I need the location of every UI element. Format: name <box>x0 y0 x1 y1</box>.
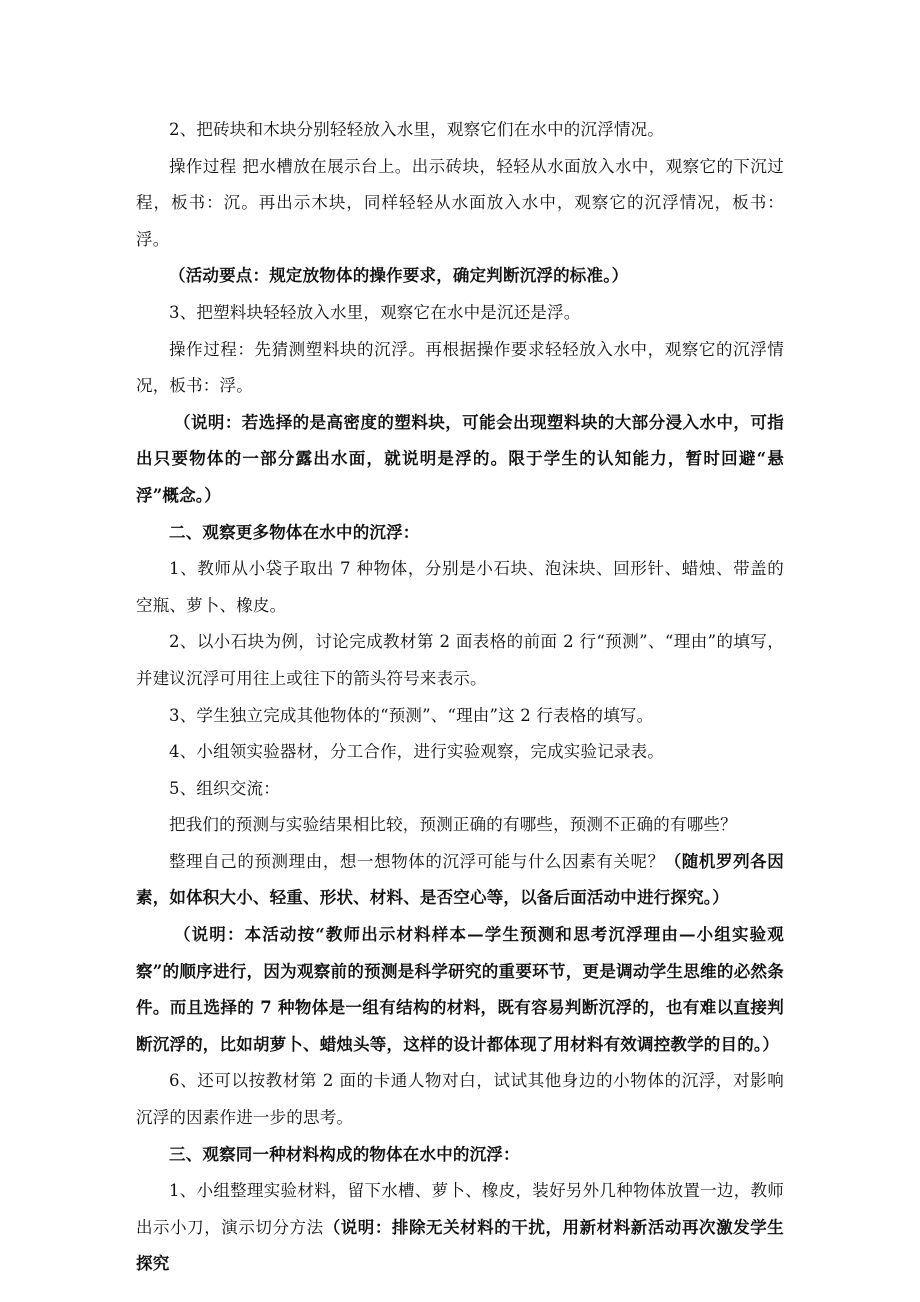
paragraph-item-1: 1、教师从小袋子取出 7 种物体，分别是小石块、泡沫块、回形针、蜡烛、带盖的空瓶、萝卜、橡皮。 <box>136 559 784 615</box>
materials-note: （说明：排除无关材料的干扰，用新材料新活动再次激发学生探究 <box>136 1217 784 1274</box>
paragraph-item-2: 2、以小石块为例，讨论完成教材第 2 面表格的前面 2 行“预测”、“理由”的填写，并建议沉浮可用往上或往下的箭头符号来表示。 <box>136 632 784 688</box>
paragraph-activity-key-point: （活动要点：规定放物体的操作要求，确定判断沉浮的标准。） <box>169 266 629 286</box>
paragraph-section-3-item-1 <box>136 1173 784 1283</box>
paragraph-note-plastic: （说明：若选择的是高密度的塑料块，可能会出现塑料块的大部分浸入水中，可指出只要物体的一部分露出水面，就说明是浮的。限于学生的认知能力，暂时回避“悬浮”概念。） <box>136 412 784 505</box>
paragraph-item-4: 4、小组领实验器材，分工合作，进行实验观察，完成实验记录表。 <box>169 742 664 762</box>
paragraph-procedure-plastic: 操作过程：先猜测塑料块的沉浮。再根据操作要求轻轻放入水中，观察它的沉浮情况，板书：浮。 <box>136 339 784 396</box>
section-heading-2: 二、观察更多物体在水中的沉浮： <box>169 522 420 542</box>
paragraph-step-3: 3、把塑料块轻轻放入水里，观察它在水中是沉还是浮。 <box>169 302 581 322</box>
materials-text: 1、小组整理实验材料，留下水槽、萝卜、橡皮，装好另外几种物体放置一边，教师出示小刀，演示切分方法 <box>136 1181 784 1237</box>
paragraph-compare-prediction: 把我们的预测与实验结果相比较，预测正确的有哪些，预测不正确的有哪些？ <box>169 815 737 835</box>
paragraph-item-5: 5、组织交流： <box>169 778 280 798</box>
paragraph-note-activity: （说明：本活动按“教师出示材料样本—学生预测和思考沉浮理由—小组实验观察”的顺序进行，因为观察前的预测是科学研究的重要环节，更是调动学生思维的必然条件。而且选择的 7 种物体是一组有结构的材料，既有容易判断沉浮的，也有难以直接判断沉浮的，比如胡萝卜、蜡烛头等，这样的设计都体现了用材料有效调控教学的目的。） <box>136 925 784 1054</box>
paragraph-organize-reasons <box>136 844 784 917</box>
paragraph-item-6: 6、还可以按教材第 2 面的卡通人物对白，试试其他身边的小物体的沉浮，对影响沉浮的因素作进一步的思考。 <box>136 1071 784 1128</box>
paragraph-step-2: 2、把砖块和木块分别轻轻放入水里，观察它们在水中的沉浮情况。 <box>169 120 664 139</box>
paragraph-item-3: 3、学生独立完成其他物体的“预测”、“理由”这 2 行表格的填写。 <box>169 705 654 725</box>
reasons-text: 整理自己的预测理由，想一想物体的沉浮可能与什么因素有关呢？ <box>169 851 665 871</box>
reasons-note: （随机罗列各因素，如体积大小、轻重、形状、材料、是否空心等，以备后面活动中进行探究。） <box>136 851 784 908</box>
document-body <box>136 112 784 1283</box>
section-heading-3: 三、观察同一种材料构成的物体在水中的沉浮： <box>169 1144 520 1164</box>
paragraph-procedure-brick-wood: 操作过程 把水槽放在展示台上。出示砖块，轻轻从水面放入水中，观察它的下沉过程，板书：沉。再出示木块，同样轻轻从水面放入水中，观察它的沉浮情况，板书：浮。 <box>136 156 784 249</box>
